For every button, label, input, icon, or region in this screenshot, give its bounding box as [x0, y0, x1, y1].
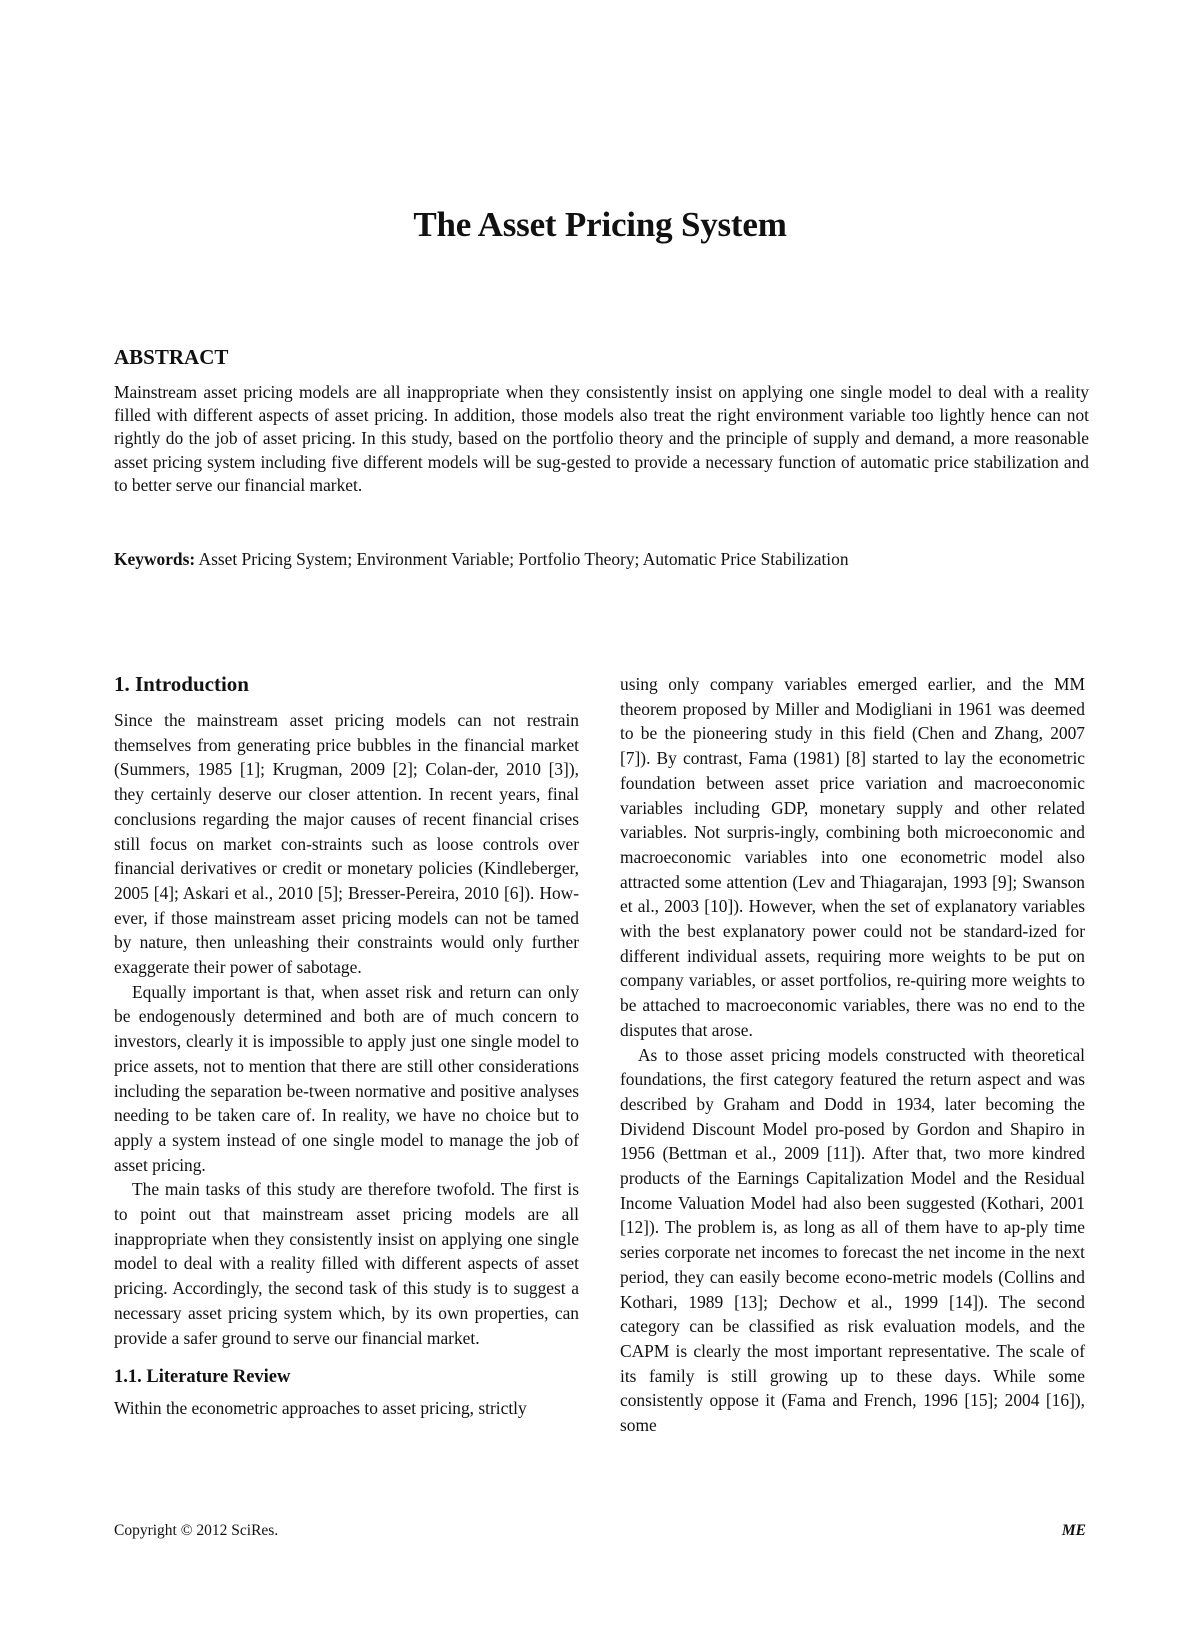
keywords: [114, 548, 1089, 571]
right-column-paragraph-1: using only company variables emerged earlier, and the MM theorem proposed by Miller and Modigliani in 1961 was deemed to be the pioneering study in this field (Chen and Zhang, 2007 [7]). By contrast, Fama (1981) [8] started to lay the econometric foundation between asset price variation and macroeconomic variables including GDP, monetary supply and other related variables. Not surpris-ingly, combining both microeconomic and macroeconomic variables into one econometric model also attracted some attention (Lev and Thiagarajan, 1993 [9]; Swanson et al., 2003 [10]). However, when the set of explanatory variables with the best explanatory power could not be standard-ized for different individual assets, requiring more weights to be put on company variables, or asset portfolios, re-quiring more weights to be attached to macroeconomic variables, there was no end to the disputes that arose.: [620, 674, 1085, 1040]
right-column-paragraph-2: As to those asset pricing models constructed with theoretical foundations, the first category featured the return aspect and was described by Graham and Dodd in 1934, later becoming the Dividend Discount Model pro-posed by Gordon and Shapiro in 1956 (Bettman et al., 2009 [11]). After that, two more kindred products of the Earnings Capitalization Model and the Residual Income Valuation Model had also been suggested (Kothari, 2001 [12]). The problem is, as long as all of them have to ap-ply time series corporate net incomes to forecast the net income in the next period, they can easily become econo-metric models (Collins and Kothari, 1989 [13]; Dechow et al., 1999 [14]). The second category can be classified as risk evaluation models, and the CAPM is clearly the most important representative. The scale of its family is still growing up to these days. While some consistently oppose it (Fama and French, 1996 [15]; 2004 [16]), some: [620, 1044, 1085, 1436]
section-1-heading: 1. Introduction: [114, 672, 249, 696]
paper-title: The Asset Pricing System: [413, 205, 787, 244]
section-1-paragraph-3: The main tasks of this study are therefore twofold. The first is to point out that mainstream asset pricing models are all inappropriate when they consistently insist on applying one single model to deal with a reality filled with different aspects of asset pricing. Accordingly, the second task of this study is to suggest a necessary asset pricing system which, by its own properties, can provide a safer ground to serve our financial market.: [114, 1179, 579, 1348]
left-column: [114, 670, 579, 1421]
abstract-text: Mainstream asset pricing models are all inappropriate when they consistently insist on applying one single model to deal with a reality filled with different aspects of asset pricing. In addition, those models also treat the right environment variable too lightly hence can not rightly do the job of asset pricing. In this study, based on the portfolio theory and the principle of supply and demand, a more reasonable asset pricing system including five different models will be sug-gested to provide a necessary function of automatic price stabilization and to better serve our financial market.: [114, 382, 1089, 495]
section-1-1-paragraph-1: Within the econometric approaches to asset pricing, strictly: [114, 1398, 527, 1419]
journal-abbrev-footer: ME: [1061, 1522, 1086, 1539]
section-1-paragraph-1: Since the mainstream asset pricing models can not restrain themselves from generating price bubbles in the financial market (Summers, 1985 [1]; Krugman, 2009 [2]; Colan-der, 2010 [3]), they certainly deserve our closer attention. In recent years, final conclusions regarding the major causes of recent financial crises still focus on market con-straints such as loose controls over financial derivatives or credit or monetary policies (Kindleberger, 2005 [4]; Askari et al., 2010 [5]; Bresser-Pereira, 2010 [6]). How-ever, if those mainstream asset pricing models can not be tamed by nature, then unleashing their constraints would only further exaggerate their power of sabotage.: [114, 710, 579, 978]
section-1-1-heading: 1.1. Literature Review: [114, 1367, 291, 1388]
abstract-heading: ABSTRACT: [114, 345, 229, 369]
keywords-label: Keywords:: [114, 549, 196, 569]
right-column: [620, 672, 1085, 1438]
section-1-paragraph-2: Equally important is that, when asset risk and return can only be endogenously determined and both are of much concern to investors, clearly it is impossible to apply just one single model to price assets, not to mention that there are still other considerations including the separation be-tween normative and positive analyses needing to be taken care of. In reality, we have no choice but to apply a system instead of one single model to manage the job of asset pricing.: [114, 981, 579, 1175]
copyright-footer: Copyright © 2012 SciRes.: [114, 1522, 279, 1539]
keywords-text: Asset Pricing System; Environment Variable; Portfolio Theory; Automatic Price Stabilization: [195, 549, 849, 569]
